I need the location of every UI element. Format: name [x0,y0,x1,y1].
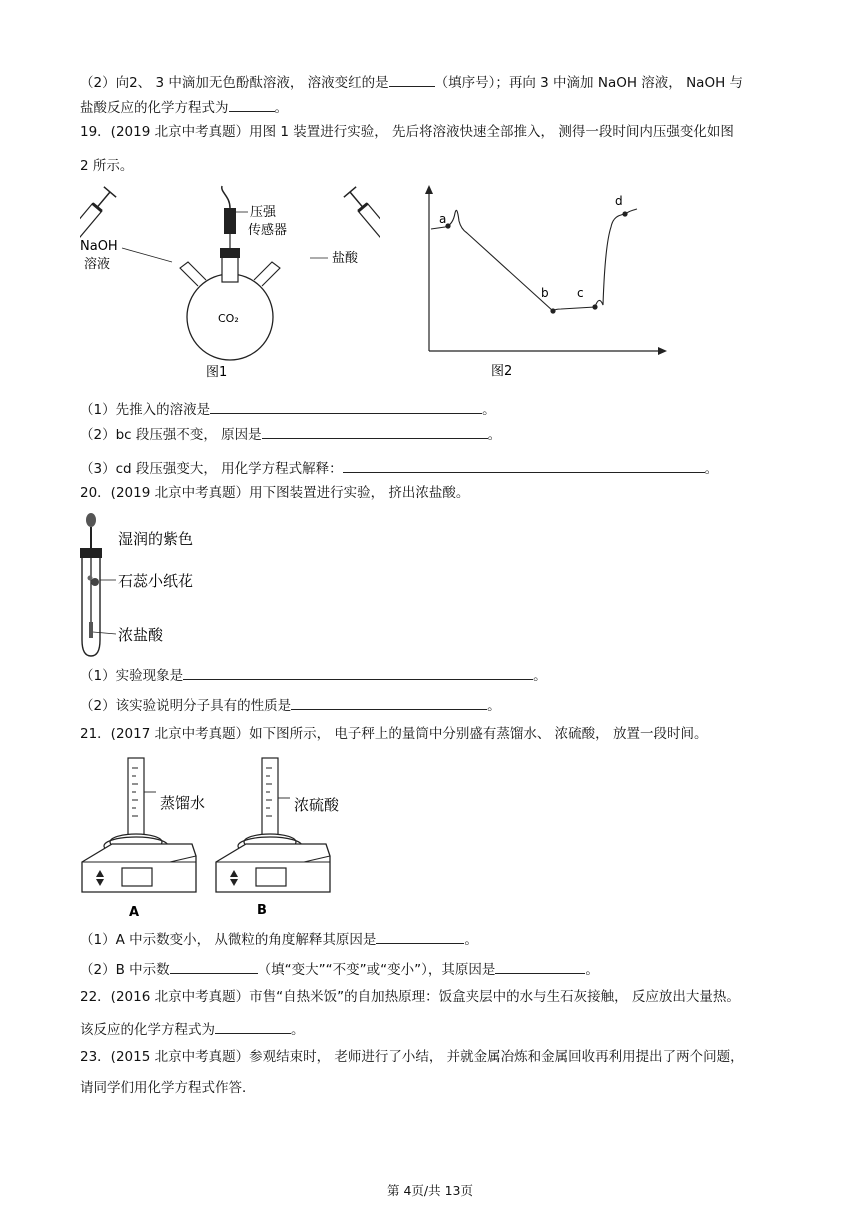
label-a: A [129,905,140,920]
point-c-label: c [577,286,584,300]
flower-label-1: 湿润的紫色 [118,530,194,548]
q22-line1: 22．(2016 北京中考真题）市售“自热米饭”的自加热原理：饭盒夹层中的水与生石灰接触， 反应放出大量热。 [80,989,740,1005]
acid-label: 浓盐酸 [118,626,164,644]
q19-sub2: （2）bc 段压强不变， 原因是 。 [80,424,501,445]
q21-figure [76,752,376,922]
naoh-label-2: 溶液 [84,257,111,272]
q19-figure-1 [80,182,380,382]
q21-sub2: （2）B 中示数 （填“变大”“不变”或“变小”），其原因是 。 [80,959,599,980]
point-a-label: a [439,212,447,226]
q21-stem: 21．(2017 北京中考真题）如下图所示， 电子秤上的量筒中分别盛有蒸馏水、 浓硫酸， 放置一段时间。 [80,726,708,742]
q19-figure-2 [415,185,675,385]
scale-a-icon [82,758,196,892]
q19-sub1: （1）先推入的溶液是 。 [80,399,496,420]
q18-part2-line1: （2）向2、 3 中滴加无色酚酞溶液， 溶液变红的是 （填序号）；再向 3 中滴加 NaOH 溶液， NaOH 与 [80,72,743,93]
paper-flower-icon [91,578,99,586]
stopper-icon [80,548,102,558]
co2-label: CO₂ [218,312,239,325]
acid-label: 盐酸 [332,251,359,266]
answer-blank[interactable] [210,399,482,414]
figure-2-caption: 图2 [491,364,513,379]
point-b-marker [550,308,555,313]
answer-blank[interactable] [170,959,258,974]
q19-sub3: （3）cd 段压强变大， 用化学方程式解释： 。 [80,458,718,479]
answer-blank[interactable] [291,695,487,710]
answer-blank[interactable] [389,72,435,87]
q23-line2: 请同学们用化学方程式作答． [80,1080,256,1096]
dropper-bulb-icon [86,513,96,527]
answer-blank[interactable] [343,458,705,473]
q23-line1: 23．(2015 北京中考真题）参观结束时， 老师进行了小结， 并就金属冶炼和金属回收再利用提出了两个问题， [80,1049,744,1065]
point-d-label: d [615,194,623,208]
right-syringe-icon [344,187,380,297]
q22-line2: 该反应的化学方程式为 。 [80,1019,305,1040]
q19-stem-line1: 19．(2019 北京中考真题）用图 1 装置进行实验， 先后将溶液快速全部推入， 测得一段时间内压强变化如图 [80,124,734,140]
q18-part2-line2: 盐酸反应的化学方程式为 。 [80,97,288,118]
answer-blank[interactable] [262,424,488,439]
label-b: B [257,903,267,918]
q20-stem: 20．(2019 北京中考真题）用下图装置进行实验， 挤出浓盐酸。 [80,485,470,501]
answer-blank[interactable] [183,665,533,680]
sensor-label: 压强 [250,205,277,220]
answer-blank[interactable] [376,929,464,944]
q19-stem-line2: 2 所示。 [80,158,134,174]
q20-sub1: （1）实验现象是 。 [80,665,547,686]
point-d-marker [622,211,627,216]
q21-sub1: （1）A 中示数变小， 从微粒的角度解释其原因是 。 [80,929,478,950]
sensor-label-2: 传感器 [248,223,288,238]
point-c-marker [592,304,597,309]
sulfuric-acid-label: 浓硫酸 [294,796,340,814]
point-b-label: b [541,286,549,300]
page-footer: 第 4页/共 13页 [386,1183,474,1198]
flower-label-2: 石蕊小纸花 [118,572,194,590]
water-label: 蒸馏水 [160,794,206,812]
pressure-sensor-icon [224,208,236,234]
pressure-curve [431,209,637,311]
scale-b-icon [216,758,330,892]
answer-blank[interactable] [215,1019,291,1034]
naoh-label: NaOH [80,239,118,254]
q20-sub2: （2）该实验说明分子具有的性质是 。 [80,695,501,716]
figure-1-caption: 图1 [206,365,228,380]
answer-blank[interactable] [495,959,585,974]
answer-blank[interactable] [229,97,275,112]
q20-figure [76,510,226,660]
